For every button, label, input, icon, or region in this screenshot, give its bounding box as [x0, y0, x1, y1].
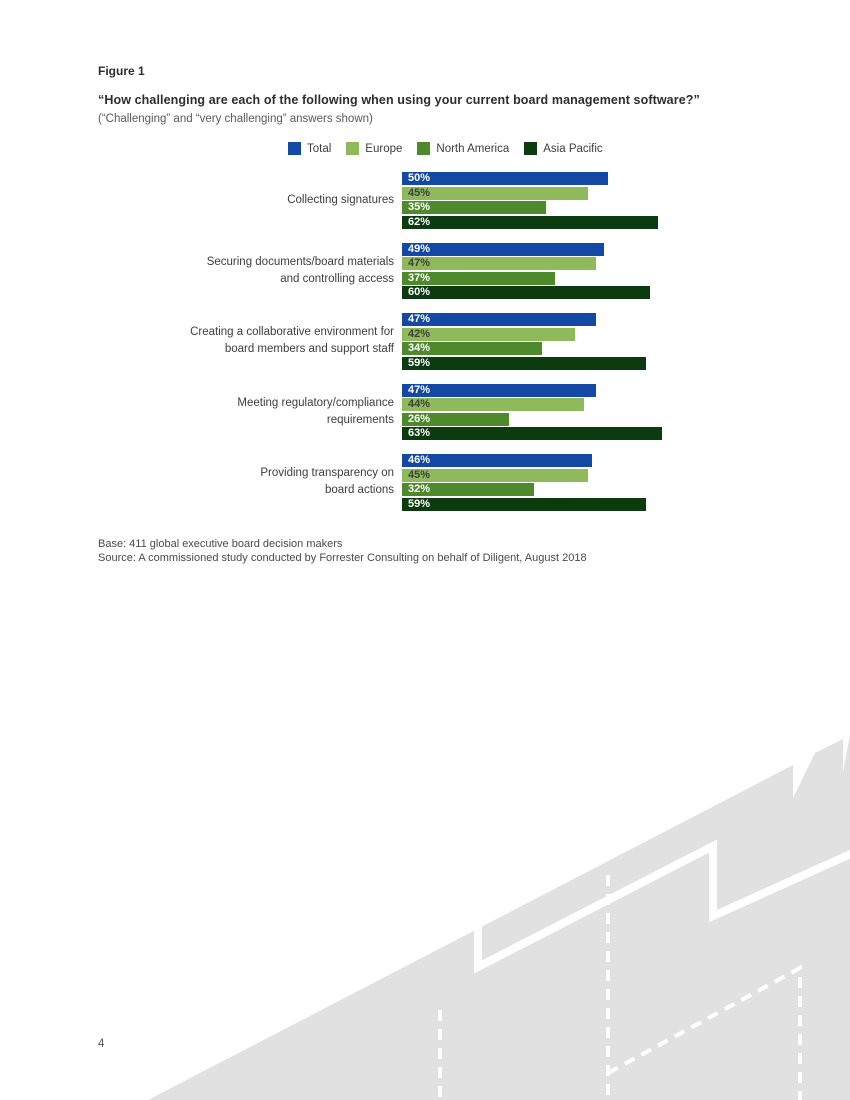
bar-value-label: 46% [408, 454, 431, 466]
category-group-meeting-regulatory-compliance- [98, 384, 760, 441]
bar-value-label: 45% [408, 468, 431, 481]
bar-asia-pacific [402, 427, 662, 440]
footnote-source: Source: A commissioned study conducted by Forrester Consulting on behalf of Diligent, August 2018 [98, 552, 587, 564]
bar-value-label: 45% [408, 186, 431, 199]
legend-label: Europe [365, 142, 403, 155]
deco-gray-shape [148, 735, 850, 1100]
bar-north-america [402, 413, 509, 426]
category-group-securing-documents-board-mater [98, 243, 760, 300]
bar-chart [98, 172, 760, 511]
category-label [98, 465, 402, 499]
decorative-corner-graphic [0, 690, 850, 1100]
bar-total [402, 454, 592, 467]
footnotes [98, 537, 760, 566]
category-label [98, 395, 402, 429]
bar-europe [402, 398, 584, 411]
bar-asia-pacific [402, 216, 658, 229]
bar-north-america [402, 342, 542, 355]
bar-value-label: 26% [408, 412, 431, 425]
category-label-line: requirements [326, 413, 394, 426]
bar-value-label: 47% [408, 313, 431, 325]
category-label [98, 324, 402, 358]
category-label-line: board members and support staff [224, 343, 394, 356]
legend-swatch-asia-pacific [524, 142, 537, 155]
bar-value-label: 32% [408, 483, 431, 495]
bar-europe [402, 257, 596, 270]
legend-item-total [288, 142, 331, 155]
bar-stack [402, 172, 664, 229]
bar-total [402, 172, 608, 185]
bar-value-label: 63% [408, 427, 431, 439]
category-label [98, 254, 402, 288]
category-label-line: Meeting regulatory/compliance [237, 396, 394, 409]
bar-value-label: 62% [408, 215, 431, 228]
page-number: 4 [98, 1038, 105, 1050]
bar-asia-pacific [402, 357, 646, 370]
legend-label: Asia Pacific [543, 142, 603, 155]
legend-swatch-north-america [417, 142, 430, 155]
bar-total [402, 243, 604, 256]
legend-item-asia-pacific [524, 142, 602, 155]
bar-value-label: 35% [408, 201, 431, 213]
bar-value-label: 47% [408, 257, 431, 269]
legend-label: Total [307, 142, 332, 155]
category-group-collecting-signatures [98, 172, 760, 229]
bar-stack [402, 454, 664, 511]
bar-stack [402, 243, 664, 300]
bar-value-label: 44% [408, 398, 431, 410]
category-group-providing-transparency-on-boar [98, 454, 760, 511]
bar-value-label: 50% [408, 172, 431, 184]
bar-europe [402, 469, 588, 482]
category-label-line: Collecting signatures [287, 193, 394, 206]
bar-north-america [402, 483, 534, 496]
category-label-line: Providing transparency on [260, 467, 394, 480]
bar-value-label: 59% [408, 497, 431, 510]
legend-swatch-europe [346, 142, 359, 155]
bar-asia-pacific [402, 498, 646, 511]
bar-stack [402, 384, 664, 441]
bar-value-label: 42% [408, 327, 431, 340]
bar-value-label: 60% [408, 286, 431, 298]
legend-label: North America [436, 142, 510, 155]
category-label [98, 192, 402, 209]
bar-europe [402, 328, 575, 341]
bar-value-label: 59% [408, 356, 431, 369]
bar-north-america [402, 272, 555, 285]
bar-stack [402, 313, 664, 370]
footnote-base: Base: 411 global executive board decision makers [98, 537, 343, 550]
category-label-line: Creating a collaborative environment for [190, 326, 394, 339]
category-label-line: Securing documents/board materials [206, 255, 394, 268]
legend-item-north-america [417, 142, 509, 155]
bar-value-label: 37% [408, 271, 431, 284]
legend [288, 142, 760, 155]
category-label-line: board actions [324, 484, 394, 497]
bar-asia-pacific [402, 286, 650, 299]
bar-total [402, 384, 596, 397]
bar-north-america [402, 201, 546, 214]
figure-label: Figure 1 [98, 64, 145, 78]
bar-value-label: 49% [408, 242, 431, 255]
bar-total [402, 313, 596, 326]
legend-swatch-total [288, 142, 301, 155]
category-group-creating-a-collaborative-envir [98, 313, 760, 370]
category-label-line: and controlling access [280, 272, 394, 285]
chart-subtitle: (“Challenging” and “very challenging” answers shown) [98, 113, 373, 125]
bar-value-label: 34% [408, 342, 431, 354]
bar-value-label: 47% [408, 383, 431, 396]
bar-europe [402, 187, 588, 200]
figure-block [98, 64, 760, 566]
legend-item-europe [346, 142, 402, 155]
chart-title: “How challenging are each of the following when using your current board management software?” [98, 93, 700, 107]
